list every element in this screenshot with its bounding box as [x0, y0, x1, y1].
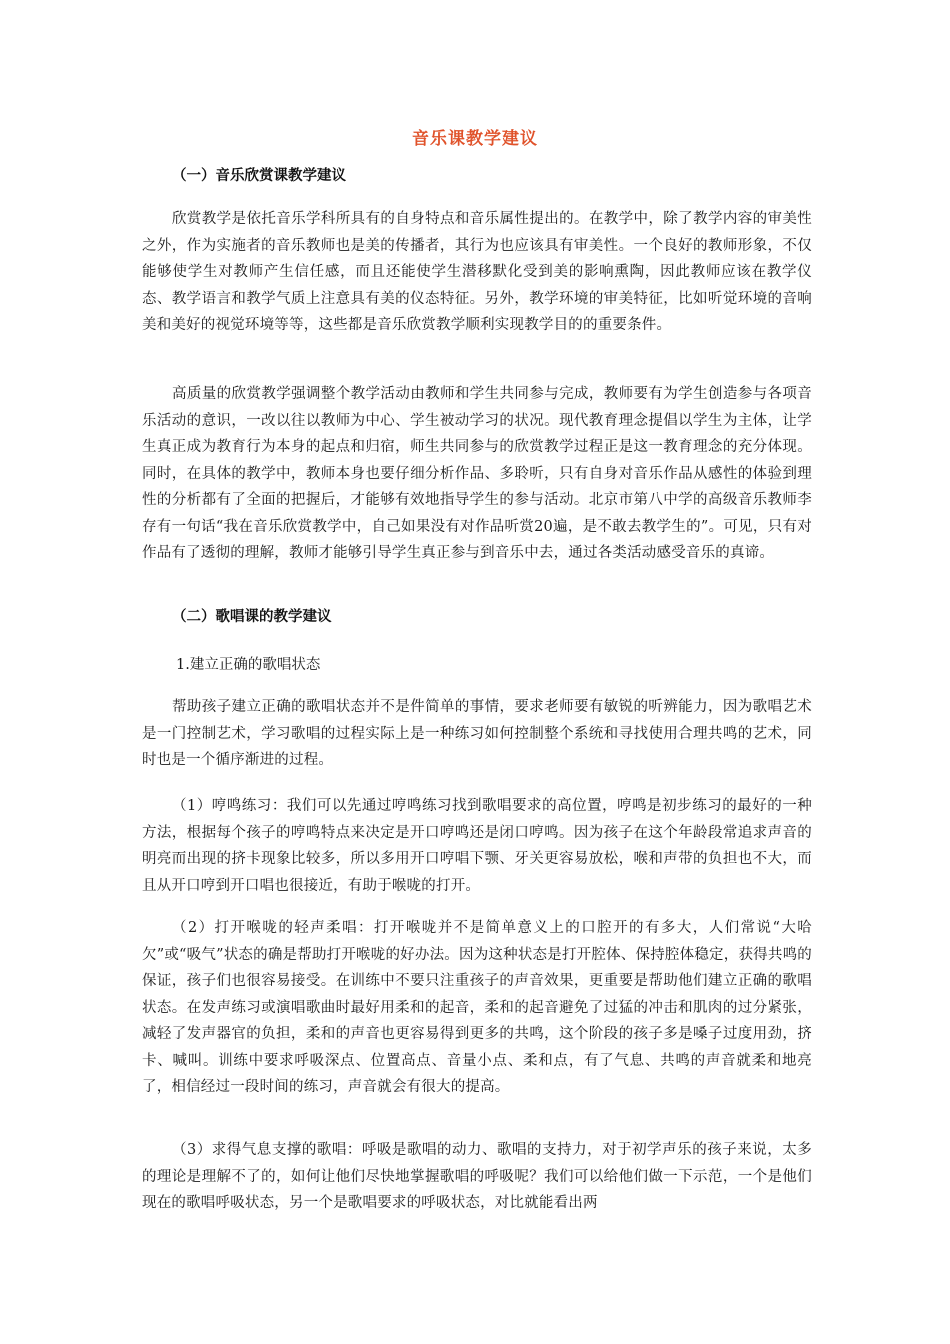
paragraph: 欣赏教学是依托音乐学科所具有的自身特点和音乐属性提出的。在教学中，除了教学内容的审美性之外，作为实施者的音乐教师也是美的传播者，其行为也应该具有审美性。一个良好的教师形象，不仅能够使学生对教师产生信任感，而且还能使学生潜移默化受到美的影响熏陶，因此教师应该在教学仪态、教学语言和教学气质上注意具有美的仪态特征。另外，教学环境的审美特征，比如听觉环境的音响美和美好的视觉环境等等，这些都是音乐欣赏教学顺利实现教学目的的重要条件。: [142, 211, 812, 333]
paragraph: （1）哼鸣练习：我们可以先通过哼鸣练习找到歌唱要求的高位置，哼鸣是初步练习的最好的一种方法，根据每个孩子的哼鸣特点来决定是开口哼鸣还是闭口哼鸣。因为孩子在这个年龄段常追求声音的明亮而出现的挤卡现象比较多，所以多用开口哼唱下颚、牙关更容易放松，喉和声带的负担也不大，而且从开口哼到开口唱也很接近，有助于喉咙的打开。: [142, 798, 812, 894]
paragraph: （3）求得气息支撑的歌唱：呼吸是歌唱的动力、歌唱的支持力，对于初学声乐的孩子来说，太多的理论是理解不了的，如何让他们尽快地掌握歌唱的呼吸呢？我们可以给他们做一下示范，一个是他们现在的歌唱呼吸状态，另一个是歌唱要求的呼吸状态，对比就能看出两: [142, 1142, 812, 1211]
paragraph: （2）打开喉咙的轻声柔唱：打开喉咙并不是简单意义上的口腔开的有多大，人们常说“大哈欠”或“吸气”状态的确是帮助打开喉咙的好办法。因为这种状态是打开腔体、保持腔体稳定，获得共鸣的保证，孩子们也很容易接受。在训练中不要只注重孩子的声音效果，更重要是帮助他们建立正确的歌唱状态。在发声练习或演唱歌曲时最好用柔和的起音，柔和的起音避免了过猛的冲击和肌肉的过分紧张，减轻了发声器官的负担，柔和的声音也更容易得到更多的共鸣，这个阶段的孩子多是嗓子过度用劲，挤卡、喊叫。训练中要求呼吸深点、位置高点、音量小点、柔和点，有了气息、共鸣的声音就柔和地亮了，相信经过一段时间的练习，声音就会有很大的提高。: [142, 920, 812, 1095]
subsection-heading: 1.建立正确的歌唱状态: [176, 657, 321, 673]
paragraph: 高质量的欣赏教学强调整个教学活动由教师和学生共同参与完成，教师要有为学生创造参与各项音乐活动的意识，一改以往以教师为中心、学生被动学习的状况。现代教育理念提倡以学生为主体，让学生真正成为教育行为本身的起点和归宿，师生共同参与的欣赏教学过程正是这一教育理念的充分体现。同时，在具体的教学中，教师本身也要仔细分析作品、多聆听，只有自身对音乐作品从感性的体验到理性的分析都有了全面的把握后，才能够有效地指导学生的参与活动。北京市第八中学的高级音乐教师李存有一句话“我在音乐欣赏教学中，自己如果没有对作品听赏20遍，是不敢去教学生的”。可见，只有对作品有了透彻的理解，教师才能够引导学生真正参与到音乐中去，通过各类活动感受音乐的真谛。: [142, 386, 812, 561]
section-heading-appreciation: （一）音乐欣赏课教学建议: [172, 168, 346, 184]
section-heading-singing: （二）歌唱课的教学建议: [172, 609, 332, 625]
page-title: 音乐课教学建议: [412, 129, 538, 149]
paragraph: 帮助孩子建立正确的歌唱状态并不是件简单的事情，要求老师要有敏锐的听辨能力，因为歌唱艺术是一门控制艺术，学习歌唱的过程实际上是一种练习如何控制整个系统和寻找使用合理共鸣的艺术，同时也是一个循序渐进的过程。: [142, 699, 812, 768]
